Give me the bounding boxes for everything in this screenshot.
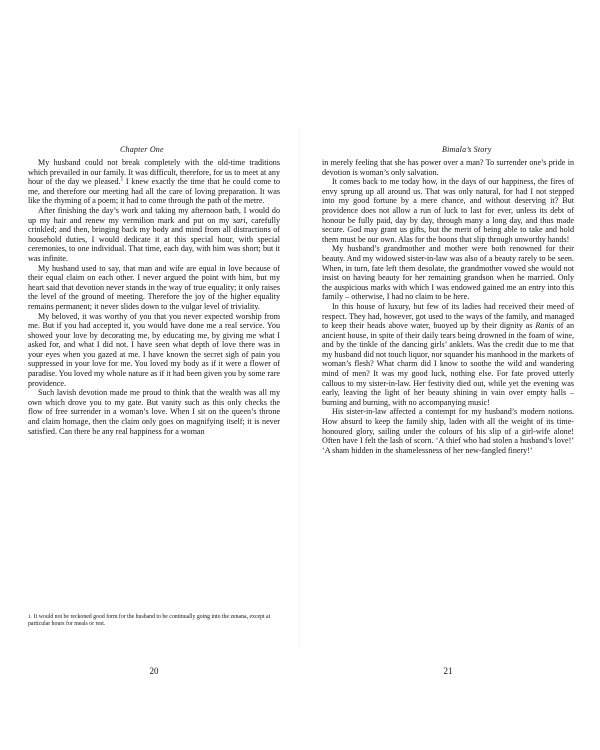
page-number-right: 21 xyxy=(443,666,453,676)
right-page-body xyxy=(322,158,574,455)
paragraph: My husband’s grandmother and mother were both renowned for their beauty. And my widowed sister-in-law was also of a beauty rarely to be seen. When, in turn, fate left them desolate, the grandmother vowed she would not insist on having beauty for her remaining grandson when he married. Only the auspicious marks with which I was endowed gained me an entry into this family – otherwise, I had no claim to be here. xyxy=(322,244,574,302)
book-gutter xyxy=(299,128,300,648)
footnote-mark: 1. xyxy=(28,615,32,620)
paragraph: My beloved, it was worthy of you that you never expected worship from me. But if you had accepted it, you would have done me a real service. You showed your love by decorating me, by educating me, by giving me what I asked for, and what I did not. I have seen what depth of love there was in your eyes when you gazed at me. I have known the secret sigh of pain you suppressed in your love for me. You loved my body as if it were a flower of paradise. You loved my whole nature as if it had been given you by some rare providence. xyxy=(28,311,280,388)
paragraph: After finishing the day’s work and taking my afternoon bath, I would do up my hair and renew my vermilion mark and put on my sari, carefully crinkled; and then, bringing back my body and mind from all distractions of household duties, I would dedicate it at this special hour, with special ceremonies, to one individual. That time, each day, with him was short; but it was infinite. xyxy=(28,205,280,263)
paragraph: Such lavish devotion made me proud to think that the wealth was all my own which drove you to my gate. But vanity such as this only checks the flow of free surrender in a woman’s love. When I sit on the queen’s throne and claim homage, then the claim only goes on magnifying itself; it is never satisfied. Can there be any real happiness for a woman xyxy=(28,388,280,436)
right-page xyxy=(322,0,574,750)
paragraph: In this house of luxury, but few of its ladies had received their meed of respect. They had, however, got used to the ways of the family, and managed to keep their heads above water, buoyed up by their dignity as Ranis of an ancient house, in spite of their daily tears being drowned in the foam of wine, and by the tinkle of the dancing girls’ anklets. Was the credit due to me that my husband did not touch liquor, nor squander his manhood in the markets of woman’s flesh? What charm did I know to soothe the wild and wandering mind of men? It was my good luck, nothing else. For fate proved utterly callous to my sister-in-law. Her festivity died out, while yet the evening was early, leaving the light of her beauty shining in vain over empty halls – burning and burning, with no accompanying music! xyxy=(322,301,574,407)
left-page xyxy=(28,0,280,750)
page-number-left: 20 xyxy=(149,666,159,676)
footnote xyxy=(28,614,280,628)
paragraph: It comes back to me today how, in the days of our happiness, the fires of envy sprung up all around us. That was only natural, for had I not stepped into my good fortune by a mere chance, and without deserving it? But providence does not allow a run of luck to last for ever, unless its debt of honour be fully paid, day by day, through many a long day, and thus made secure. God may grant us gifts, but the merit of being able to take and hold them must be our own. Alas for the boons that slip through unworthy hands! xyxy=(322,177,574,244)
paragraph: in merely feeling that she has power over a man? To surrender one’s pride in devotion is woman’s only salvation. xyxy=(322,158,574,177)
left-page-body xyxy=(28,158,280,436)
running-head-right: Bimala’s Story xyxy=(442,145,492,154)
paragraph: My husband could not break completely with the old-time traditions which prevailed in our family. It was difficult, therefore, for us to meet at any hour of the day we pleased.$^1$ I knew exactly the time that he could come to me, and therefore our meeting had all the care of loving preparation. It was like the rhyming of a poem; it had to come through the path of the metre. xyxy=(28,158,281,206)
paragraph: My husband used to say, that man and wife are equal in love because of their equal claim on each other. I never argued the point with him, but my heart said that devotion never stands in the way of true equality; it only raises the level of the ground of meeting. Therefore the joy of the higher equality remains permanent; it never slides down to the vulgar level of triviality. xyxy=(28,263,280,311)
footnote-reference: 1 xyxy=(120,177,124,183)
paragraph: His sister-in-law affected a contempt for my husband’s modern notions. How absurd to keep the family ship, laden with all the weight of its time-honoured glory, sailing under the colours of his slip of a girl-wife alone! Often have I felt the lash of scorn. ‘A thief who had stolen a husband’s love!’ ‘A sham hidden in the shamelessness of her new-fangled finery!’ xyxy=(322,407,574,455)
running-head-left: Chapter One xyxy=(120,145,164,154)
footnote-text: It would not be reckoned good form for the husband to be continually going into the zenana, except at particular hours for meals or rest. xyxy=(28,614,271,627)
